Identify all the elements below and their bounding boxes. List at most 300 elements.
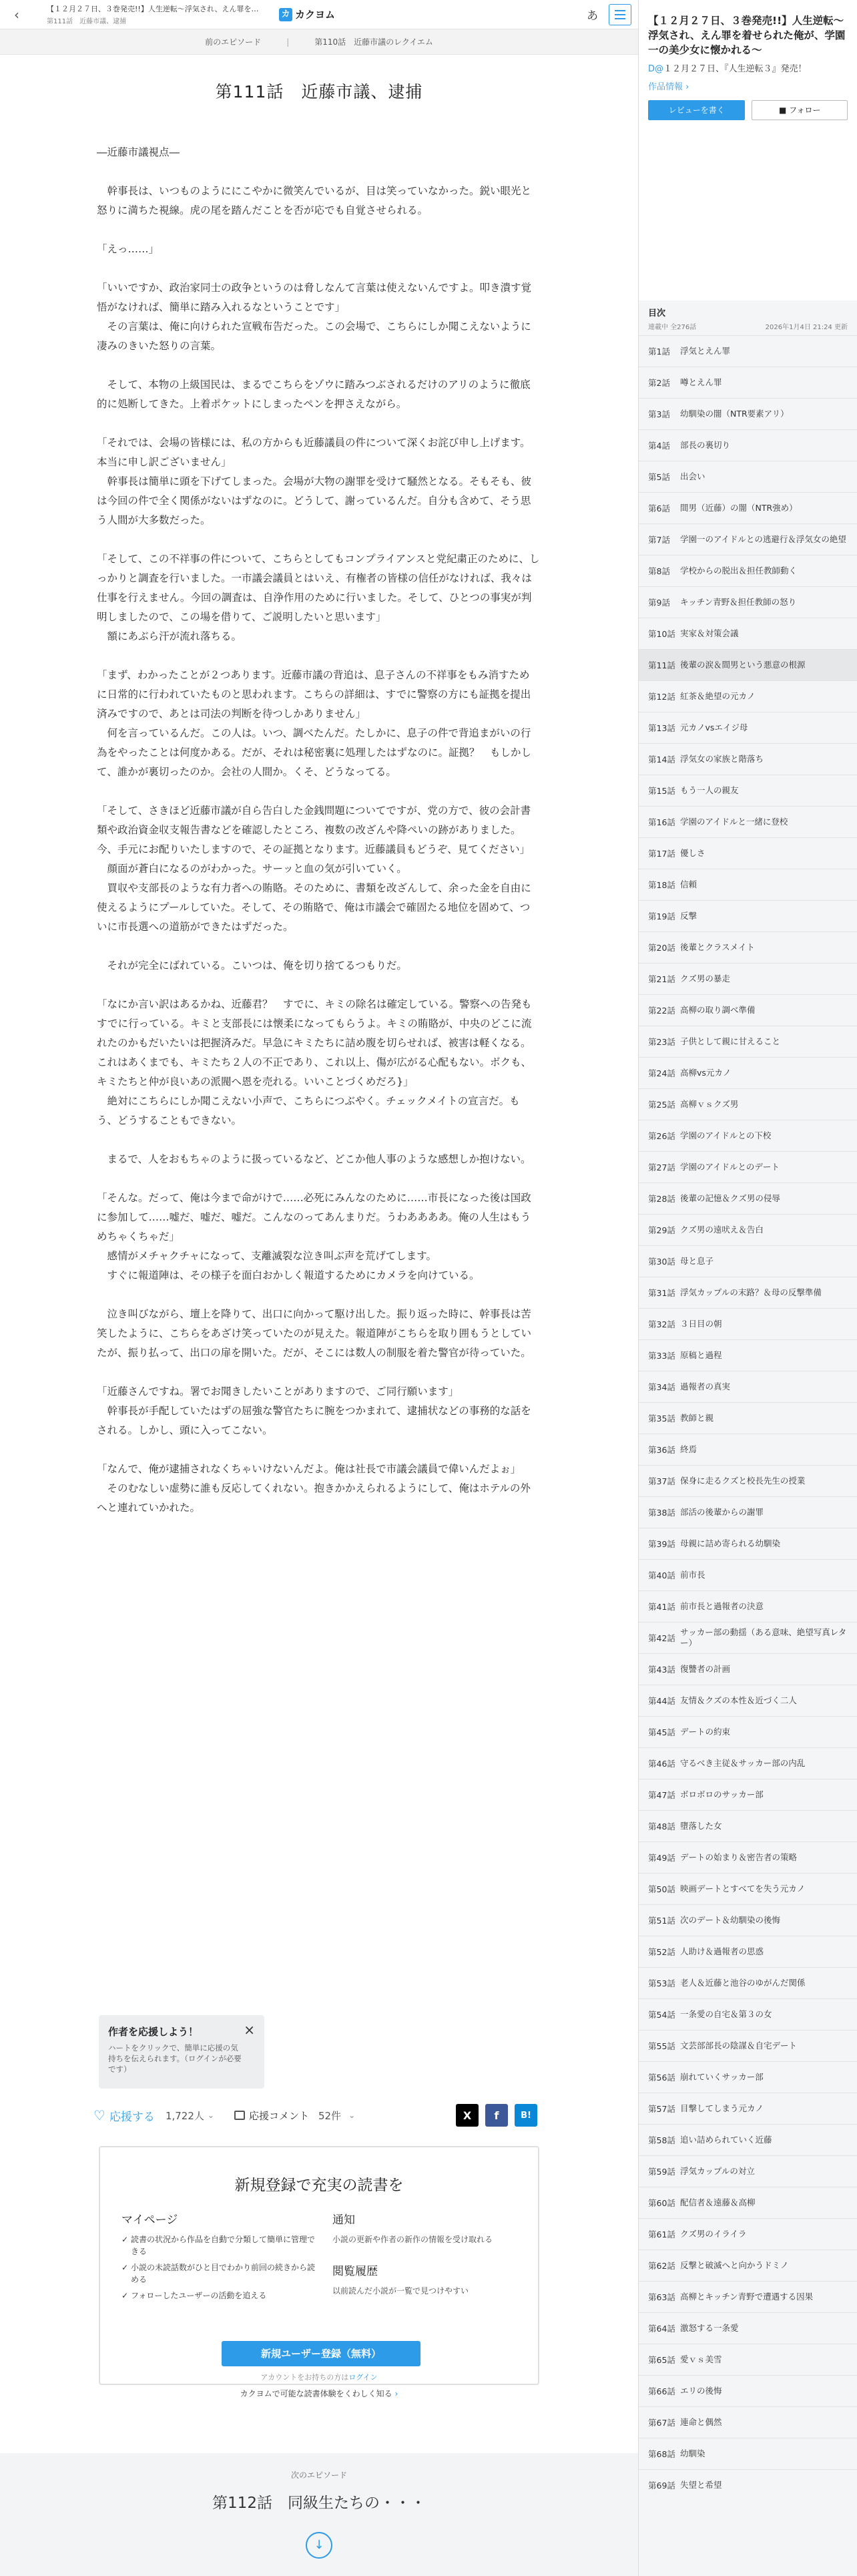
- toc-item[interactable]: [639, 1967, 857, 1998]
- toc-item[interactable]: [639, 1434, 857, 1465]
- body-paragraph: [97, 1363, 540, 1382]
- toc-item-title: 人助け＆過報者の思惑: [680, 1946, 764, 1956]
- toc-item-number: 第68話: [648, 2449, 675, 2459]
- toc-item-number: 第64話: [648, 2324, 675, 2334]
- chevron-right-icon: ›: [394, 2389, 398, 2398]
- next-episode-title[interactable]: 第112話 同級生たちの・・・: [212, 2495, 426, 2512]
- toc-item[interactable]: [639, 1214, 857, 1245]
- toc-item-number: 第29話: [648, 1225, 675, 1235]
- comment-count: 52件: [318, 2109, 342, 2122]
- sidebar-author[interactable]: [648, 61, 848, 74]
- body-paragraph: [97, 1440, 540, 1460]
- toc-item[interactable]: [639, 1088, 857, 1120]
- toc-header: [639, 300, 857, 335]
- body-paragraph: [97, 1285, 540, 1305]
- toc-item-number: 第7話: [648, 535, 670, 545]
- toc-item-number: 第28話: [648, 1194, 675, 1204]
- header-work-title[interactable]: 【１２月２７日、３巻発売!!】人生逆転〜浮気され、えん罪を…: [47, 5, 259, 13]
- history-desc: 以前読んだ小説が一覧で見つけやすい: [332, 2286, 469, 2296]
- toc-item-number: 第17話: [648, 849, 675, 859]
- arrow-down-icon[interactable]: ↓: [306, 2532, 332, 2559]
- toc-item-number: 第9話: [648, 598, 670, 608]
- body-paragraph: [97, 1130, 540, 1150]
- toc-item-title: 部長の裏切り: [680, 440, 731, 450]
- toc-item-number: 第62話: [648, 2261, 675, 2271]
- toc-item-title: エリの後悔: [680, 2386, 722, 2396]
- ouen-button[interactable]: [93, 2107, 155, 2124]
- toc-item-title: 過報者の真実: [680, 1381, 731, 1391]
- toc-item[interactable]: [639, 2187, 857, 2218]
- toc-item[interactable]: [639, 2375, 857, 2406]
- login-link[interactable]: ログイン: [348, 2373, 378, 2382]
- toc-item[interactable]: [639, 1402, 857, 1434]
- sidebar: [638, 0, 857, 2576]
- mypage-item: ✓ 読書の状況から作品を自動で分類して簡単に管理できる: [121, 2233, 322, 2258]
- learn-more-text: カクヨムで可能な読書体験をくわしく知る: [240, 2389, 392, 2398]
- mypage-item: ✓ フォローしたユーザーの活動を追える: [121, 2290, 322, 2302]
- toc-item-title: クズ男の暴走: [680, 974, 730, 984]
- mypage-list: [121, 2233, 322, 2302]
- follow-icon: ■: [778, 105, 790, 115]
- toc-item-title: 連命と偶然: [680, 2417, 722, 2427]
- toc-item-number: 第6話: [648, 503, 670, 513]
- toc-item-title: 愛ｖｓ美雪: [680, 2354, 722, 2364]
- body-paragraph: 泣き叫びながら、壇上を降りて、出口に向かって駆け出した。振り返った時に、幹事長は苦笑したように、こちらをあざけ笑っていたのが見えた。報道陣がこちらを取り囲もうとしていたが、振り払って、出口の扉を開いた。だが、そこには数人の制服を着た警官が待っていた。: [97, 1308, 532, 1359]
- toc-item-title: 間男（近藤）の闇（NTR強め）: [680, 503, 798, 513]
- heart-icon: ♡: [93, 2107, 105, 2123]
- sidebar-work-title[interactable]: 【１２月２７日、３巻発売!!】人生逆転〜浮気され、えん罪を着せられた俺が、学園一の美少女に懐かれる〜: [648, 15, 846, 56]
- prev-episode-title[interactable]: 第110話 近藤市議のレクイエム: [314, 37, 433, 47]
- body-paragraph: 「いいですか、政治家同士の政争というのは脅しなんて言葉は使えないんですよ。叩き潰す覚悟がなければ、簡単に踏み入れるなということです」: [97, 282, 532, 313]
- toc-item-title: 高柳vs元カノ: [680, 1068, 732, 1078]
- body-paragraph: [97, 162, 540, 182]
- body-paragraph: それが完全にばれている。こいつは、俺を切り捨てるつもりだ。: [97, 959, 407, 972]
- body-paragraph: 「そして、この不祥事の件について、こちらとしてもコンプライアンスと党紀粛正のために、しっかりと調査を行いました。一市議会議員とはいえ、有権者の皆様の信任がなければ、我々は仕事を行えません。今回の調査は、自浄作用のために行いました。そして、ひとつの事実が判明しましたので、この場を借りて、ご説明したいと思います」: [97, 553, 540, 623]
- body-paragraph: 何を言っているんだ。この人は。いつ、調べたんだ。たしかに、息子の件で背追まがいの行為をやったことは何度かある。だが、それは秘密裏に処理したはずなのに。証拠？ もしかして、誰かが裏切ったのか。会社の人間か。くそ、どうなってる。: [97, 727, 532, 778]
- toc-item[interactable]: [639, 963, 857, 994]
- toc-item-number: 第66話: [648, 2386, 675, 2396]
- next-episode-label: 次のエピソード: [290, 2471, 347, 2480]
- toc-item-number: 第33話: [648, 1351, 675, 1361]
- share-x-icon[interactable]: X: [456, 2104, 479, 2127]
- nav-separator: |: [286, 37, 290, 47]
- body-paragraph: 「それでは、会場の皆様には、私の方からも近藤議員の件について深くお詫び申し上げます。本当に申し訳ございません」: [97, 437, 531, 468]
- toc-item-number: 第55話: [648, 2041, 675, 2051]
- body-paragraph: [97, 976, 540, 995]
- toc-item-title: 文芸部部長の陰謀＆自宅デート: [680, 2041, 798, 2051]
- toc-item[interactable]: [639, 1151, 857, 1183]
- kakuyomu-logo[interactable]: [279, 7, 335, 21]
- header-controls: [587, 4, 631, 25]
- toc-item[interactable]: [639, 1779, 857, 1810]
- toc-item-number: 第1話: [648, 347, 670, 357]
- next-episode-panel[interactable]: [0, 2453, 638, 2576]
- toc-list: [639, 335, 857, 2501]
- toc-item-number: 第38話: [648, 1508, 675, 1518]
- toc-item-number: 第60話: [648, 2198, 675, 2208]
- toc-item[interactable]: [639, 1371, 857, 1402]
- toc-item[interactable]: [639, 2469, 857, 2501]
- toc-item-title: 学園のアイドルと一緒に登校: [680, 817, 788, 827]
- body-paragraph: 額にあぶら汗が流れ落ちる。: [97, 630, 242, 642]
- toc-count: 連載中 全276話: [648, 324, 697, 331]
- body-paragraph: [97, 414, 540, 433]
- register-button[interactable]: 新規ユーザー登録（無料）: [222, 2341, 420, 2366]
- body-paragraph: [97, 220, 540, 240]
- register-box: [99, 2146, 539, 2398]
- toc-item-number: 第32話: [648, 1319, 675, 1329]
- works-info-text: 作品情報: [648, 82, 683, 92]
- body-paragraph: [97, 646, 540, 666]
- toc-item-number: 第57話: [648, 2104, 675, 2114]
- episode-title: 第111話 近藤市議、逮捕: [215, 82, 423, 101]
- toc-item-title: サッカー部の動揺（ある意味、絶望写真レター）: [680, 1627, 847, 1648]
- toc-item-number: 第26話: [648, 1131, 675, 1141]
- toc-item[interactable]: [639, 931, 857, 963]
- toc-item-title: 浮気カップルの末路？＆母の反撃準備: [680, 1287, 822, 1297]
- toc-item[interactable]: [639, 1308, 857, 1339]
- toc-item-number: 第56話: [648, 2073, 675, 2083]
- toc-item[interactable]: [639, 1528, 857, 1559]
- toc-item-title: 信頼: [680, 879, 697, 889]
- toc-title: 目次: [648, 308, 666, 318]
- toc-item-number: 第48話: [648, 1821, 675, 1832]
- toc-item-number: 第40話: [648, 1570, 675, 1580]
- toc-item-number: 第8話: [648, 566, 670, 576]
- works-info-link[interactable]: [648, 79, 848, 92]
- body-paragraph: すぐに報道陣は、その様子を面白おかしく報道するためにカメラを向けている。: [97, 1269, 480, 1281]
- body-paragraph: [97, 1169, 540, 1189]
- toc-item[interactable]: [639, 1998, 857, 2030]
- share-hatena-icon[interactable]: B!: [515, 2104, 537, 2127]
- toc-item[interactable]: [639, 1339, 857, 1371]
- toc-item-title: 出会い: [680, 471, 705, 481]
- toc-item-number: 第35話: [648, 1414, 675, 1424]
- toc-item-number: 第21話: [648, 974, 675, 984]
- toc-item[interactable]: [639, 398, 857, 429]
- toc-item-number: 第14話: [648, 755, 675, 765]
- toc-item-title: 目撃してしまう元カノ: [680, 2103, 764, 2113]
- toc-item-number: 第37話: [648, 1476, 675, 1486]
- toc-item[interactable]: [639, 806, 857, 837]
- toc-item-title: 高柳の取り調べ準備: [680, 1005, 756, 1015]
- toc-item-number: 第39話: [648, 1539, 675, 1549]
- toc-item-number: 第42話: [648, 1633, 675, 1643]
- mypage-title: マイページ: [121, 2213, 178, 2227]
- body-paragraph: 「えっ……」: [97, 243, 160, 255]
- toc-item-number: 第11話: [648, 660, 675, 670]
- toc-item[interactable]: [639, 461, 857, 492]
- chevron-down-icon: ⌄: [348, 2111, 356, 2120]
- toc-item-number: 第22話: [648, 1006, 675, 1016]
- toc-item[interactable]: [639, 1810, 857, 1842]
- toc-item[interactable]: [639, 1465, 857, 1496]
- toc-item[interactable]: [639, 2344, 857, 2375]
- toc-item[interactable]: [639, 1559, 857, 1590]
- close-icon[interactable]: ×: [244, 2022, 255, 2038]
- body-paragraph: 「まず、わかったことが２つあります。近藤市議の背追は、息子さんの不祥事をもみ消すために日常的に行われていたものと思われます。こちらの詳細は、すでに警察の方にも証拠を提出済みですので、あとは司法の判断を待つしかありません」: [97, 669, 531, 720]
- toc-item[interactable]: [639, 1653, 857, 1685]
- toc-item[interactable]: [639, 1245, 857, 1277]
- toc-item[interactable]: [639, 1716, 857, 1747]
- toc-item-title: 配信者＆遠藤＆高柳: [680, 2197, 756, 2207]
- body-paragraph: ―近藤市議視点―: [97, 146, 180, 158]
- back-arrow-icon[interactable]: ‹: [14, 7, 19, 23]
- body-paragraph: [97, 782, 540, 801]
- toc-item[interactable]: [639, 649, 857, 680]
- toc-item-number: 第43話: [648, 1665, 675, 1675]
- toc-item[interactable]: [639, 2312, 857, 2344]
- font-size-toggle[interactable]: あ: [587, 9, 598, 23]
- toc-item[interactable]: [639, 1685, 857, 1716]
- review-button[interactable]: レビューを書く: [648, 100, 745, 120]
- toc-item[interactable]: [639, 1747, 857, 1779]
- toc-item-title: 浮気カップルの対立: [680, 2166, 755, 2176]
- body-paragraph: [97, 259, 540, 278]
- toc-item-title: 後輩とクラスメイト: [680, 942, 755, 952]
- toc-item-title: 教師と親: [680, 1413, 714, 1423]
- toc-item[interactable]: [639, 2124, 857, 2155]
- toc-item[interactable]: [639, 1873, 857, 1904]
- toc-item-title: クズ男のイライラ: [680, 2229, 747, 2239]
- toc-item[interactable]: [639, 367, 857, 398]
- ouen-label: 応援する: [109, 2110, 155, 2124]
- follow-label: フォロー: [789, 105, 821, 115]
- toc-item-title: 反撃と破滅へと向かうドミノ: [680, 2260, 789, 2270]
- toc-item-title: 保身に走るクズと校長先生の授業: [680, 1476, 806, 1486]
- toc-item-title: 後輩の涙＆間男という悪意の根源: [680, 660, 806, 670]
- prev-episode-link[interactable]: 前のエピソード: [205, 37, 262, 47]
- toc-item[interactable]: [639, 712, 857, 743]
- toc-meta: [648, 321, 848, 331]
- sidebar-work-info: [639, 0, 857, 300]
- toc-item-title: 崩れていくサッカー部: [680, 2072, 764, 2082]
- toc-item[interactable]: [639, 2093, 857, 2124]
- toc-item[interactable]: [639, 1496, 857, 1528]
- toc-item[interactable]: [639, 555, 857, 586]
- toc-item[interactable]: [639, 900, 857, 931]
- toc-item[interactable]: [639, 2218, 857, 2249]
- header-breadcrumb: 第111話 近藤市議、逮捕: [47, 18, 127, 25]
- toc-item-number: 第52話: [648, 1947, 675, 1957]
- toc-item[interactable]: [639, 586, 857, 618]
- body-paragraph: 感情がメチャクチャになって、支離滅裂な泣き叫ぶ声を荒げてします。: [97, 1250, 437, 1262]
- logo-text: カクヨム: [295, 9, 336, 21]
- toc-item-number: 第34話: [648, 1382, 675, 1392]
- toc-item[interactable]: [639, 492, 857, 523]
- toc-item-title: 前市長: [680, 1570, 705, 1580]
- toc-item[interactable]: [639, 1936, 857, 1967]
- notify-title: 通知: [332, 2213, 355, 2227]
- toc-item[interactable]: [639, 1590, 857, 1622]
- toc-item-title: ボロボロのサッカー部: [680, 1789, 764, 1799]
- toc-item-title: 高柳ｖｓクズ男: [680, 1099, 739, 1109]
- toc-item-number: 第31話: [648, 1288, 675, 1298]
- toc-item-title: 子供として親に甘えること: [680, 1036, 781, 1046]
- toc-item-number: 第49話: [648, 1853, 675, 1863]
- follow-button[interactable]: [752, 100, 848, 120]
- toc-item-title: 部活の後輩からの謝罪: [680, 1507, 764, 1517]
- toc-item-number: 第2話: [648, 378, 670, 388]
- toc-item-number: 第67話: [648, 2418, 675, 2428]
- toc-item[interactable]: [639, 2281, 857, 2312]
- toc-item-title: 幼馴染の闇（NTR要素アリ）: [680, 409, 789, 419]
- logo-icon: カ: [279, 8, 292, 21]
- comment-icon: [234, 2111, 245, 2120]
- toc-item[interactable]: [639, 523, 857, 555]
- share-buttons: [456, 2104, 537, 2127]
- toc-item[interactable]: [639, 2061, 857, 2093]
- toc-item-title: もう一人の親友: [680, 785, 739, 795]
- toc-item-number: 第44話: [648, 1696, 675, 1706]
- toc-item[interactable]: [639, 994, 857, 1026]
- body-paragraph: [97, 530, 540, 550]
- comment-label: 応援コメント: [248, 2109, 309, 2122]
- toc-item[interactable]: [639, 837, 857, 869]
- toc-item-number: 第23話: [648, 1037, 675, 1047]
- toc-item-number: 第58話: [648, 2135, 675, 2145]
- toc-item[interactable]: [639, 1622, 857, 1653]
- action-bar: [93, 2102, 537, 2129]
- toc-item-title: 学園のアイドルとのデート: [680, 1162, 780, 1172]
- toc-item-title: キッチン青野＆担任教師の怒り: [680, 597, 797, 607]
- toc-item[interactable]: [639, 335, 857, 367]
- toc-item-title: 前市長と過報者の決意: [680, 1601, 764, 1611]
- toc-item-title: 老人＆近藤と池谷のゆがんだ関係: [680, 1978, 806, 1988]
- support-popup-title: 作者を応援しよう！: [108, 2026, 199, 2038]
- toc-item-number: 第65話: [648, 2355, 675, 2365]
- toc-item[interactable]: [639, 1842, 857, 1873]
- toc-item-number: 第15話: [648, 786, 675, 796]
- toc-item-number: 第12話: [648, 692, 675, 702]
- toc-item-number: 第13話: [648, 723, 675, 733]
- toc-item-number: 第19話: [648, 911, 675, 921]
- toc-item-title: 優しさ: [680, 848, 705, 858]
- body-paragraph: その言葉は、俺に向けられた宣戦布告だった。この会場で、こちらにしか聞こえないように凄みのきいた怒りの言葉。: [97, 320, 531, 352]
- mypage-section: [121, 2210, 322, 2306]
- login-line: [100, 2372, 538, 2382]
- toc-item[interactable]: [639, 1277, 857, 1308]
- toc-item-title: 母と息子: [680, 1256, 714, 1266]
- episode-nav: [0, 29, 638, 55]
- body-paragraph: そして、本物の上級国民は、まるでこちらをゾウに踏みつぶされるだけのアリのように徹底的に処断してきた。上着ポケットにしまったペンを押さえながら。: [97, 379, 531, 410]
- chevron-down-icon[interactable]: ⌄: [207, 2111, 214, 2120]
- chevron-right-icon: ›: [685, 82, 689, 92]
- toc-item-number: 第27話: [648, 1162, 675, 1172]
- author-name[interactable]: D@: [648, 64, 664, 74]
- toc-item-number: 第25話: [648, 1100, 675, 1110]
- toc-item[interactable]: [639, 1904, 857, 1936]
- toc-item-title: 高柳とキッチン青野で遭遇する因果: [680, 2292, 814, 2302]
- toc-item-title: 紅茶＆絶望の元カノ: [680, 691, 756, 701]
- comment-button[interactable]: [234, 2109, 355, 2123]
- toc-item-title: 後輩の記憶＆クズ男の侵辱: [680, 1193, 780, 1203]
- header-titles[interactable]: [47, 3, 274, 25]
- toc-item-number: 第69話: [648, 2481, 675, 2491]
- menu-line-icon: [615, 14, 625, 15]
- toc-item-number: 第5話: [648, 472, 670, 482]
- toc-item-number: 第45話: [648, 1727, 675, 1737]
- toc-item-title: 浮気女の家族と階落ち: [680, 754, 764, 764]
- toc-item[interactable]: [639, 869, 857, 900]
- body-paragraph: まるで、人をおもちゃのように扱っているなど、どこか他人事のような感想しか抱けない。: [97, 1153, 531, 1165]
- toc-item-number: 第18話: [648, 880, 675, 890]
- body-paragraph: そのむなしい虚勢に誰も反応してくれない。抱きかかえられるようにして、俺はホテルの外へと連れていかれた。: [97, 1482, 531, 1514]
- top-bar: [0, 0, 638, 29]
- toc-item[interactable]: [639, 2438, 857, 2469]
- toc-item[interactable]: [639, 775, 857, 806]
- toc-item-title: 次のデート＆幼馴染の後悔: [680, 1915, 781, 1925]
- body-paragraph: 「なにか言い訳はあるかね、近藤君？ すでに、キミの除名は確定している。警察への告発もすでに行っている。キミと支部長には懐柔になってもらうよ。キミの賄賂が、中央のどこに流れたのかもだいたいは把握済みだ。早急にキミたちに詰め腹を切らせれば、被害は軽くなる。これはあくまでも、キミたち２人の不正であり、これ以上、傷が広がる心配もない。ボクも、キミたちと仲が良いあの派閥へ恩を売れる。いいことづくめだろ}」: [97, 998, 532, 1088]
- toc-item-title: 激怒する一条愛: [680, 2323, 739, 2333]
- body-paragraph: 幹事長が手配していたはずの屈強な警官たちに腕をつかまれて、逮捕状などの事務的な話をされる。しかし、頭に入ってこない。: [97, 1405, 531, 1436]
- toc-item[interactable]: [639, 1026, 857, 1057]
- register-title: 新規登録で充実の読書を: [234, 2177, 404, 2194]
- menu-line-icon: [615, 18, 625, 19]
- toc-item[interactable]: [639, 1120, 857, 1151]
- author-subtitle: １２月２７日、『人生逆転３』発売！: [663, 64, 807, 74]
- toc-item[interactable]: [639, 2406, 857, 2438]
- toc-item-number: 第3話: [648, 409, 670, 419]
- toc-item[interactable]: [639, 2249, 857, 2281]
- episode-body: [97, 143, 540, 1518]
- toc-item-number: 第46話: [648, 1759, 675, 1769]
- toc-item[interactable]: [639, 2030, 857, 2061]
- toc-item-number: 第51話: [648, 1916, 675, 1926]
- toc-item-title: 守るべき主従＆サッカー部の内乱: [680, 1758, 806, 1768]
- toc-item-title: クズ男の遠吠え＆告白: [680, 1225, 764, 1235]
- mypage-item: ✓ 小説の未読話数がひと目でわかり前回の続きから読める: [121, 2262, 322, 2286]
- learn-more-link[interactable]: [100, 2388, 538, 2399]
- toc-item-title: 学校からの脱出＆担任教師動く: [680, 566, 798, 576]
- toc-item-title: 元カノvsエイジ母: [680, 722, 748, 732]
- toc-item-title: 母親に詰め寄られる幼馴染: [680, 1538, 781, 1548]
- toc-item-number: 第53話: [648, 1978, 675, 1988]
- login-prefix: アカウントをお持ちの方は: [260, 2373, 349, 2382]
- toc-item-title: 噂とえん罪: [680, 377, 722, 387]
- toc-item-number: 第47話: [648, 1790, 675, 1800]
- support-popup: [99, 2015, 264, 2089]
- history-title: 閲覧履歴: [332, 2265, 378, 2278]
- toc-item[interactable]: [639, 2155, 857, 2187]
- notify-section: [332, 2210, 519, 2313]
- share-facebook-icon[interactable]: f: [485, 2104, 508, 2127]
- toc-item-title: 失望と希望: [680, 2480, 722, 2490]
- ouen-count[interactable]: 1,722人: [165, 2109, 204, 2122]
- body-paragraph: [97, 356, 540, 375]
- toc-item[interactable]: [639, 618, 857, 649]
- toc-item-number: 第63話: [648, 2292, 675, 2302]
- toc-item-title: 追い詰められていく近藤: [680, 2135, 772, 2145]
- toc-item[interactable]: [639, 1183, 857, 1214]
- toc-item-title: 一条愛の自宅＆第３の女: [680, 2009, 772, 2019]
- toc-item-title: 浮気とえん罪: [680, 346, 731, 356]
- body-paragraph: 「近藤さんですね。署でお聞きしたいことがありますので、ご同行願います」: [97, 1385, 459, 1398]
- toc-item-title: 実家＆対策会議: [680, 628, 739, 638]
- toc-item[interactable]: [639, 1057, 857, 1088]
- body-paragraph: 「そんな。だって、俺は今まで命がけで……必死にみんなのために……市長になった後は国政に参加して……嘘だ、嘘だ、嘘だ。こんなのってあんまりだ。うわああああ。俺の人生はもうめちゃくちゃだ」: [97, 1192, 531, 1243]
- toc-item[interactable]: [639, 743, 857, 775]
- sidebar-buttons: [648, 100, 848, 120]
- toc-item-number: 第24話: [648, 1068, 675, 1078]
- toc-item[interactable]: [639, 429, 857, 461]
- toc-item-title: 原稿と過程: [680, 1350, 722, 1360]
- body-paragraph: 買収や支部長のような有力者への賄賂。そのために、書類を改ざんして、余った金を自由に使えるようにプールしていた。そして、その賄賂で、俺は市議会で確固たる地位を固めて、ついに市長選への道筋ができたはずだった。: [97, 882, 531, 933]
- toc-item[interactable]: [639, 680, 857, 712]
- body-paragraph: 顔面が蒼白になるのがわかった。サーッと血の気が引いていく。: [97, 863, 407, 875]
- toc-item-title: 幼馴染: [680, 2448, 705, 2458]
- toc-menu-button[interactable]: [609, 4, 631, 25]
